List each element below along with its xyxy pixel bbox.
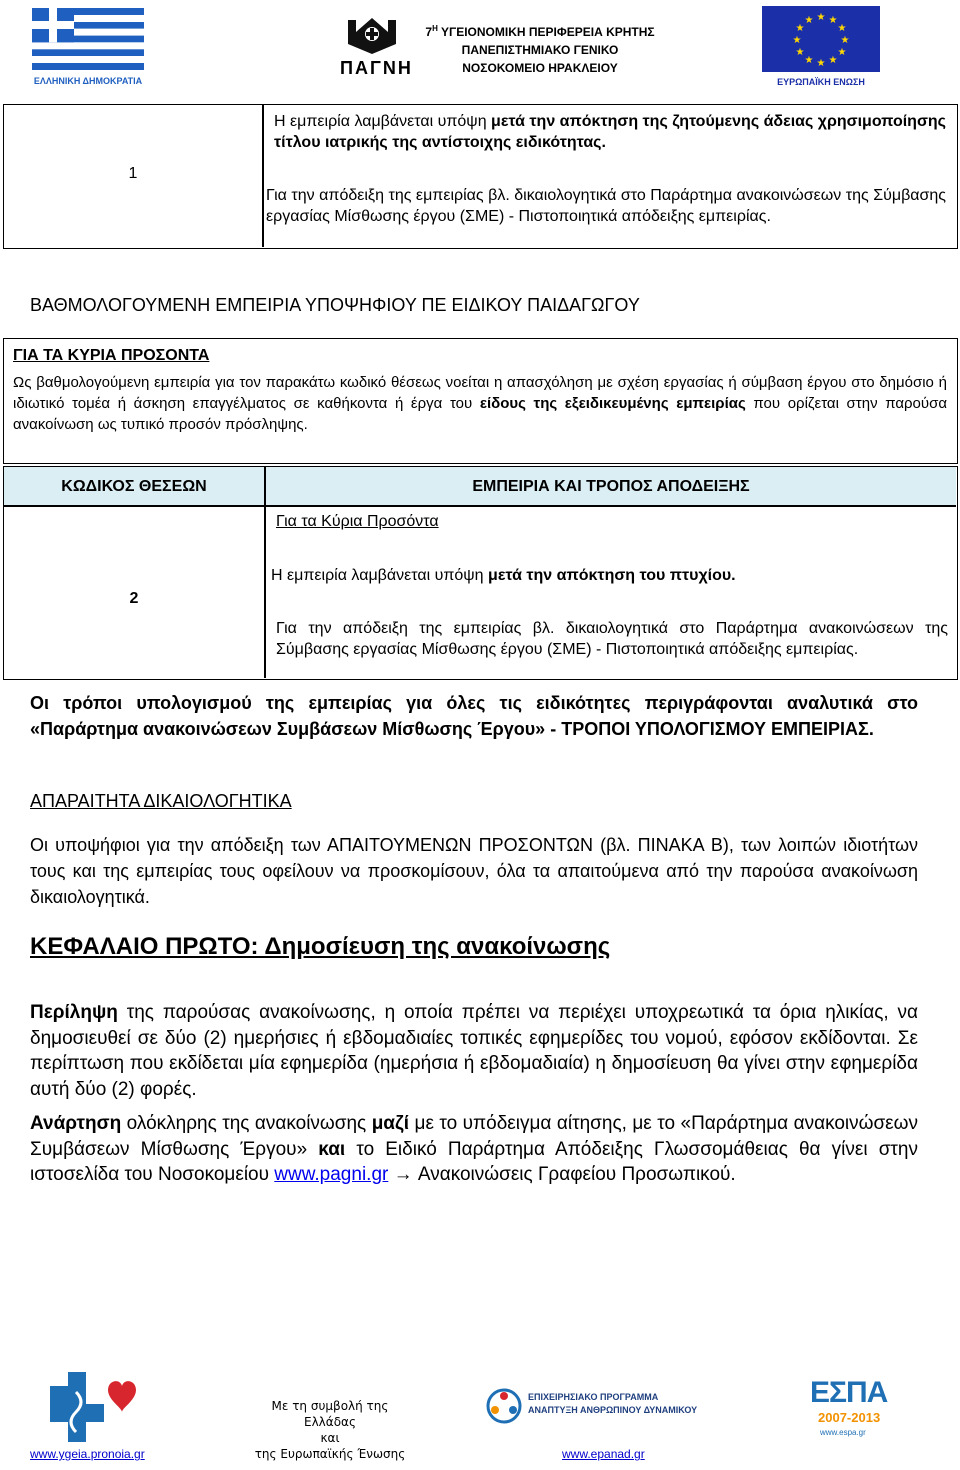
ministry-health-logo [46,1372,138,1442]
table1-code: 1 [128,165,138,182]
greek-flag-icon [32,8,144,70]
table1-paragraph-1: Η εμπειρία λαμβάνεται υπόψη μετά την απόκτηση της ζητούμενης άδειας χρησιμοποίησης τίτλου ιατρικής της αντίστοιχης ειδικότητας. [274,113,946,151]
table2-subheader: Για τα Κύρια Προσόντα [276,513,439,530]
chapter-title: ΚΕΦΑΛΑΙΟ ΠΡΩΤΟ: Δημοσίευση της ανακοίνωσης [30,933,611,960]
pagni-link[interactable]: www.pagni.gr [274,1164,389,1185]
ygeia-link[interactable]: www.ygeia.pronoia.gr [30,1447,145,1461]
svg-text:★: ★ [816,12,826,23]
greek-flag-caption: ΕΛΛΗΝΙΚΗ ΔΗΜΟΚΡΑΤΙΑ [33,76,143,86]
greek-flag [32,8,144,86]
cofunding-line-3: της Ευρωπαϊκής Ένωσης [254,1447,406,1461]
svg-text:★: ★ [840,35,850,46]
espa-logo [810,1376,892,1456]
epanad-link[interactable]: www.epanad.gr [562,1447,645,1461]
svg-text:★: ★ [795,23,805,34]
svg-text:★: ★ [837,47,847,58]
eu-flag-icon [762,6,880,72]
box-heading: ΓΙΑ ΤΑ ΚΥΡΙΑ ΠΡΟΣΟΝΤΑ [13,347,210,364]
org-header [400,20,680,77]
section-title: ΒΑΘΜΟΛΟΓΟΥΜΕΝΗ ΕΜΠΕΙΡΙΑ ΥΠΟΨΗΦΙΟΥ ΠΕ ΕΙΔΙΚΟΥ ΠΑΙΔΑΓΩΓΟΥ [30,295,640,315]
org-line-1: $7^H$ ΥΓΕΙΟΝΟΜΙΚΗ ΠΕΡΙΦΕΡΕΙΑ ΚΡΗΤΗΣ [425,24,655,39]
table2-col2-header: ΕΜΠΕΙΡΙΑ ΚΑΙ ΤΡΟΠΟΣ ΑΠΟΔΕΙΞΗΣ [472,478,750,495]
table2-paragraph-2: Για την απόδειξη της εμπειρίας βλ. δικαιολογητικά στο Παράρτημα ανακοινώσεων της Σύμβασης εργασίας Μίσθωσης έργου (ΣΜΕ) - Πιστοποιητικά απόδειξης εμπειρίας. [276,620,948,658]
experience-table-1 [3,104,958,249]
svg-text:★: ★ [828,55,838,66]
eu-flag-caption: ΕΥΡΩΠΑΪΚΗ ΕΝΩΣΗ [777,77,865,87]
svg-text:★: ★ [837,23,847,34]
hospital-logo-text: ΠΑΓΝΗ [340,58,413,78]
cofunding-note [250,1398,410,1462]
svg-text:★: ★ [804,15,814,26]
posting-paragraph: Ανάρτηση ολόκληρης της ανακοίνωσης μαζί με το υπόδειγμα αίτησης, με το «Παράρτημα ανακοινώσεων Συμβάσεων Μίσθωσης Έργου» και το Ειδικό Παράρτημα Απόδειξης Γλωσσομάθειας θα γίνει στην ιστοσελίδα του Νοσοκομείου www.pagni.gr → Ανακοινώσεις Γραφείου Προσωπικού. [30,1113,918,1185]
epanad-emblem-icon [484,1386,524,1426]
epanad-line-2: ΑΝΑΠΤΥΞΗ ΑΝΘΡΩΠΙΝΟΥ ΔΥΝΑΜΙΚΟΥ [528,1405,698,1415]
documents-heading: ΑΠΑΡΑΙΤΗΤΑ ΔΙΚΑΙΟΛΟΓΗΤΙΚΑ [30,791,292,811]
calculation-note: Οι τρόποι υπολογισμού της εμπειρίας για όλες τις ειδικότητες περιγράφονται αναλυτικά στο «Παράρτημα ανακοινώσεων Συμβάσεων Μίσθωσης Έργου» - ΤΡΟΠΟΙ ΥΠΟΛΟΓΙΣΜΟΥ ΕΜΠΕΙΡΙΑΣ. [30,693,918,739]
health-cross-heart-icon [46,1372,138,1442]
svg-text:★: ★ [816,58,826,69]
espa-years: 2007-2013 [818,1410,881,1425]
cofunding-line-2: και [320,1431,340,1445]
cofunding-line-1: Με τη συμβολή της Ελλάδας [271,1399,389,1429]
svg-text:★: ★ [828,15,838,26]
eu-flag [762,6,880,87]
table2-col1-header: ΚΩΔΙΚΟΣ ΘΕΣΕΩΝ [61,478,207,495]
svg-text:★: ★ [804,55,814,66]
hospital-logo [340,14,413,78]
table2-paragraph-1: Η εμπειρία λαμβάνεται υπόψη μετά την απόκτηση του πτυχίου. [271,567,736,584]
table2-code: 2 [129,590,139,607]
experience-table-2 [3,466,958,680]
svg-text:★: ★ [795,47,805,58]
box-text: Ως βαθμολογούμενη εμπειρία για τον παρακάτω κωδικό θέσεως νοείται η απασχόληση με σχέση εργασίας ή σύμβαση έργου στο δημόσιο ή ιδιωτικό τομέα ή άσκηση επαγγέλματος σε καθήκοντα ή έργα του είδους της εξειδικευμένης εμπειρίας που ορίζεται στην παρούσα ανακοίνωση ως τυπικό προσόν πρόσληψης. [13,374,948,433]
epanad-line-1: ΕΠΙΧΕΙΡΗΣΙΑΚΟ ΠΡΟΓΡΑΜΜΑ [528,1392,659,1402]
org-line-2: ΠΑΝΕΠΙΣΤΗΜΙΑΚΟ ΓΕΝΙΚΟ [461,43,619,57]
summary-paragraph: Περίληψη της παρούσας ανακοίνωσης, η οποία πρέπει να περιέχει υποχρεωτικά τα όρια ηλικίας, να δημοσιευθεί σε δύο (2) ημερήσιες ή εβδομαδιαίες τοπικές εφημερίδες του νομού, εφόσον εκδίδονται. Σε περίπτωση που εκδίδεται μία εφημερίδα (ημερήσια ή εβδομαδιαία) η δημοσίευση θα γίνει στην εφημερίδα αυτή δύο (2) φορές. [30,1002,918,1100]
table1-paragraph-2: Για την απόδειξη της εμπειρίας βλ. δικαιολογητικά στο Παράρτημα ανακοινώσεων της Σύμβασης εργασίας Μίσθωσης έργου (ΣΜΕ) - Πιστοποιητικά απόδειξης εμπειρίας. [266,187,946,225]
epanad-logo [484,1386,724,1426]
org-line-3: ΝΟΣΟΚΟΜΕΙΟ ΗΡΑΚΛΕΙΟΥ [462,61,618,75]
espa-site: www.espa.gr [820,1428,866,1437]
svg-text:★: ★ [792,35,802,46]
espa-text: ΕΣΠΑ [810,1376,888,1409]
documents-text: Οι υποψήφιοι για την απόδειξη των ΑΠΑΙΤΟΥΜΕΝΩΝ ΠΡΟΣΟΝΤΩΝ (βλ. ΠΙΝΑΚΑ Β), των λοιπών ιδιοτήτων τους και της εμπειρίας τους οφείλουν να προσκομίσουν, όλα τα απαιτούμενα από την παρούσα ανακοίνωση δικαιολογητικά. [30,835,918,907]
main-qualifications-box [3,338,958,464]
